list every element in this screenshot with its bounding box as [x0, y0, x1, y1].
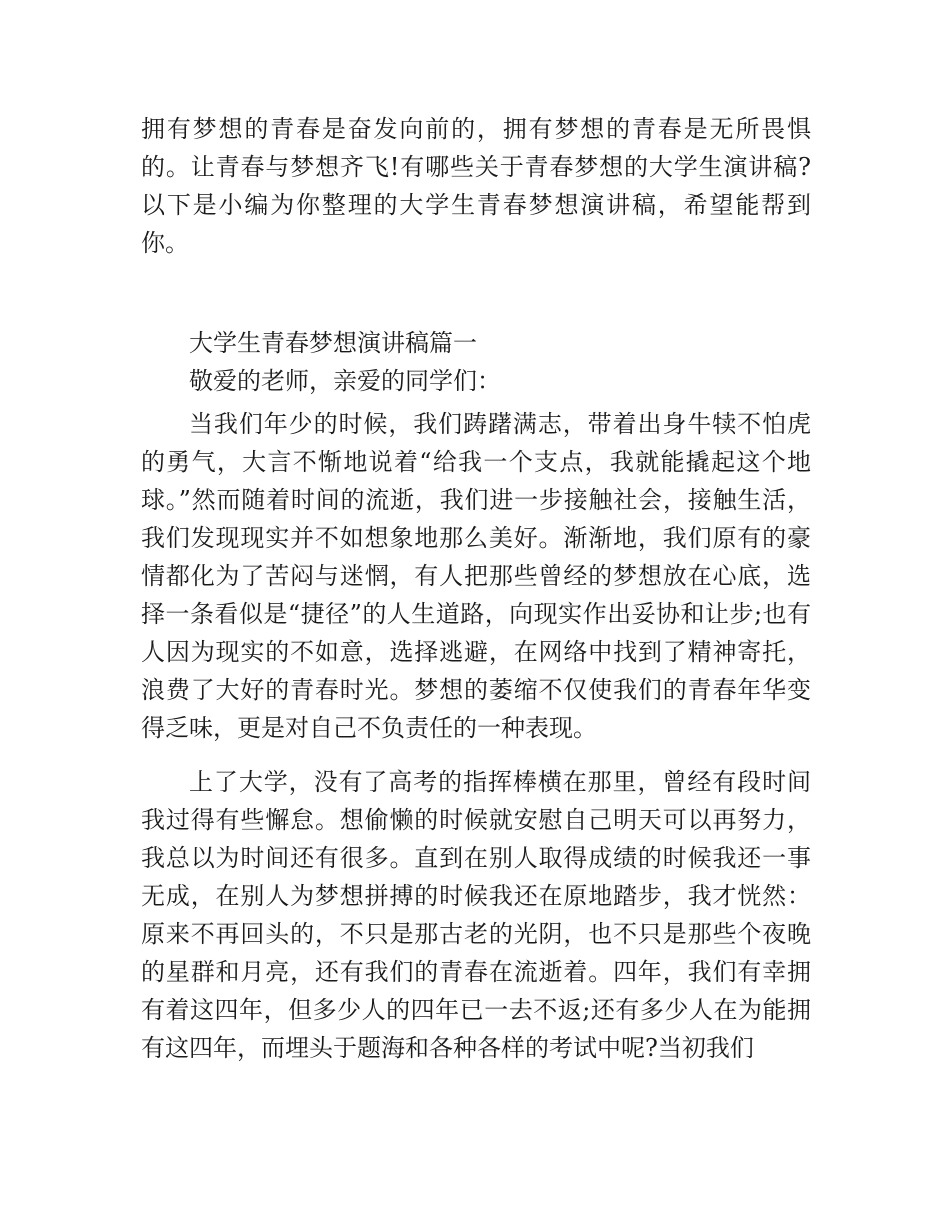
section-heading: 大学生青春梦想演讲稿篇一 — [189, 329, 477, 357]
body-paragraph: 上了大学，没有了高考的指挥棒横在那里，曾经有段时间我过得有些懈怠。想偷懒的时候就安慰自己明天可以再努力，我总以为时间还有很多。直到在别人取得成绩的时候我还一事无成，在别人为梦想拼搏的时候我还在原地踏步，我才恍然：原来不再回头的，不只是那古老的光阴，也不只是那些个夜晚的星群和月亮，还有我们的青春在流逝着。四年，我们有幸拥有着这四年，但多少人的四年已一去不返;还有多少人在为能拥有这四年，而埋头于题海和各种各样的考试中呢?当初我们 — [141, 768, 811, 1062]
salutation: 敬爱的老师，亲爱的同学们： — [189, 367, 501, 395]
body-paragraph: 当我们年少的时候，我们踌躇满志，带着出身牛犊不怕虎的勇气，大言不惭地说着“给我一个支点，我就能撬起这个地球。”然而随着时间的流逝，我们进一步接触社会，接触生活，我们发现现实并不如想象地那么美好。渐渐地，我们原有的豪情都化为了苦闷与迷惘，有人把那些曾经的梦想放在心底，选择一条看似是“捷径”的人生道路，向现实作出妥协和让步;也有人因为现实的不如意，选择逃避，在网络中找到了精神寄托，浪费了大好的青春时光。梦想的萎缩不仅使我们的青春年华变得乏味，更是对自己不负责任的一种表现。 — [141, 410, 811, 742]
intro-paragraph: 拥有梦想的青春是奋发向前的，拥有梦想的青春是无所畏惧的。让青春与梦想齐飞!有哪些关于青春梦想的大学生演讲稿?以下是小编为你整理的大学生青春梦想演讲稿，希望能帮到你。 — [141, 115, 811, 257]
